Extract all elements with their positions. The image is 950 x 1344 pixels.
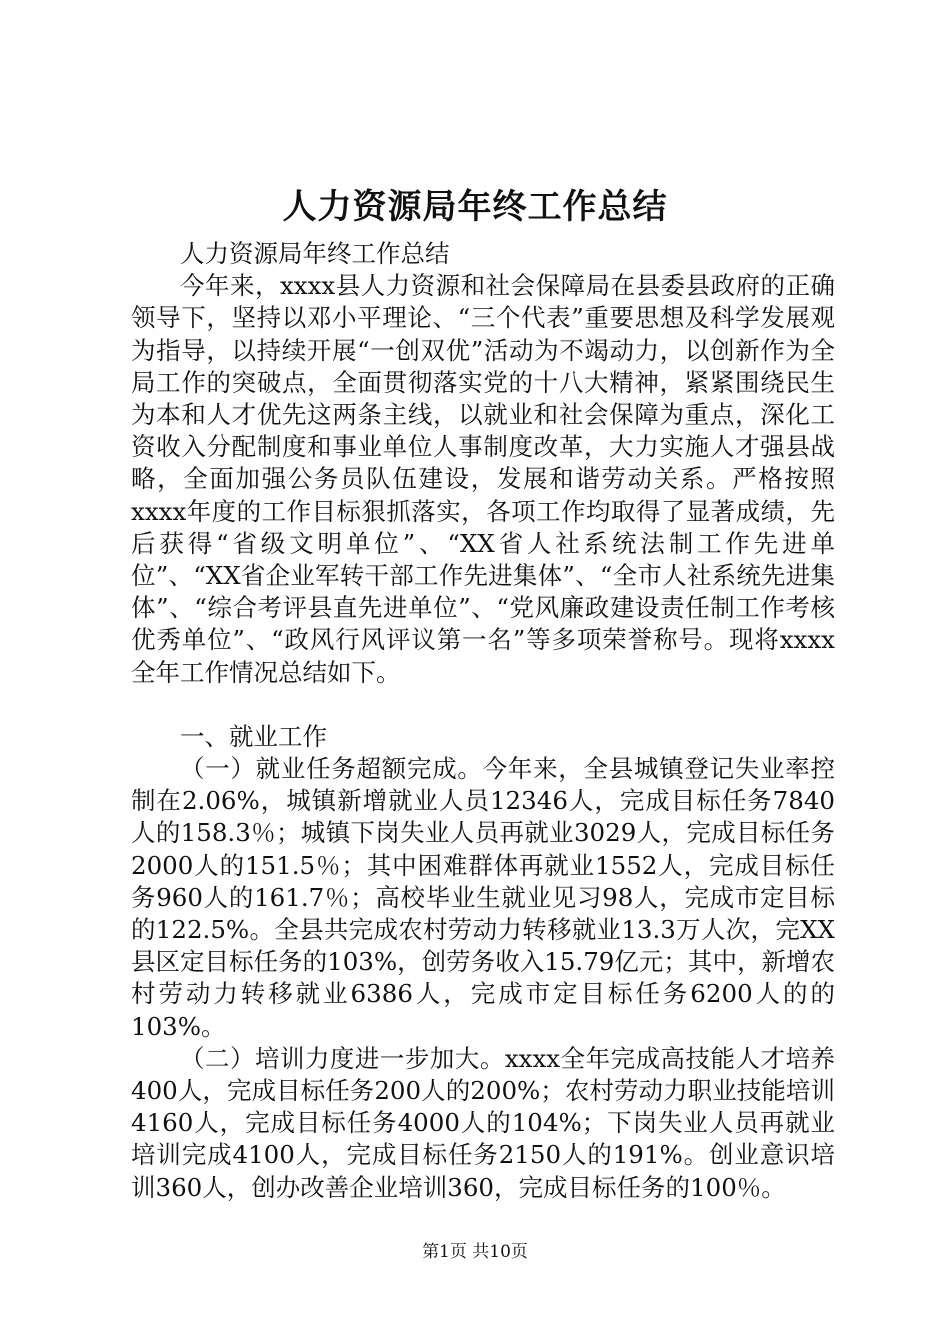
intro-paragraph: 今年来，xxxx县人力资源和社会保障局在县委县政府的正确领导下，坚持以邓小平理论、“三个代表”重要思想及科学发展观为指导，以持续开展“一创双优”活动为不竭动力，以创新作为全局工作的突破点，全面贯彻落实党的十八大精神，紧紧围绕民生为本和人才优先这两条主线，以就业和社会保障为重点，深化工资收入分配制度和事业单位人事制度改革，大力实施人才强县战略，全面加强公务员队伍建设，发展和谐劳动关系。严格按照xxxx年度的工作目标狠抓落实，各项工作均取得了显著成绩，先后获得“省级文明单位”、“XX省人社系统法制工作先进单位”、“XX省企业军转干部工作先进集体”、“全市人社系统先进集体”、“综合考评县直先进单位”、“党风廉政建设责任制工作考核优秀单位”、“政风行风评议第一名”等多项荣誉称号。现将xxxx全年工作情况总结如下。 bbox=[131, 271, 835, 687]
section-heading-employment: 一、就业工作 bbox=[180, 721, 327, 751]
document-body bbox=[131, 238, 835, 1204]
page-number-footer: 第1页 共10页 bbox=[422, 1242, 528, 1262]
document-title: 人力资源局年终工作总结 bbox=[282, 187, 668, 227]
employment-paragraph-2: （二）培训力度进一步加大。xxxx全年完成高技能人才培养400人，完成目标任务200人的200%；农村劳动力职业技能培训4160人，完成目标任务4000人的104%；下岗失业人员再就业培训完成4100人，完成目标任务2150人的191%。创业意识培训360人，创办改善企业培训360，完成目标任务的100％。 bbox=[131, 1043, 835, 1202]
employment-paragraph-1: （一）就业任务超额完成。今年来，全县城镇登记失业率控制在2.06%，城镇新增就业人员12346人，完成目标任务7840人的158.3％；城镇下岗失业人员再就业3029人，完成目标任务2000人的151.5％；其中困难群体再就业1552人，完成目标任务960人的161.7％；高校毕业生就业见习98人，完成市定目标的122.5%。全县共完成农村劳动力转移就业13.3万人次，完XX县区定目标任务的103%，创劳务收入15.79亿元；其中，新增农村劳动力转移就业6386人，完成市定目标任务6200人的的103%。 bbox=[131, 754, 835, 1041]
subtitle-paragraph: 人力资源局年终工作总结 bbox=[180, 239, 450, 268]
